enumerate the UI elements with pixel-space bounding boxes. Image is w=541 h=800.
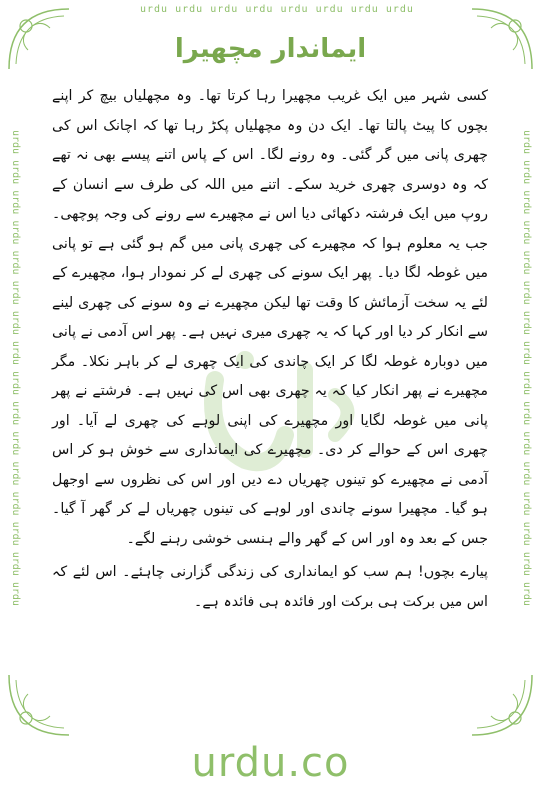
- border-text: urdu: [10, 551, 21, 576]
- border-text: urdu: [385, 4, 414, 15]
- border-text: urdu: [521, 371, 532, 396]
- border-text: urdu: [175, 4, 204, 15]
- border-text: urdu: [10, 521, 21, 546]
- story-title: ایماندار مچھیرا: [174, 34, 367, 64]
- site-logo-footer: urdu.co: [191, 740, 350, 786]
- border-text: urdu: [521, 401, 532, 426]
- border-text: urdu: [10, 280, 21, 305]
- border-text: urdu: [10, 340, 21, 365]
- border-pattern-top: [140, 4, 414, 20]
- border-text: urdu: [10, 371, 21, 396]
- border-text: urdu: [10, 461, 21, 486]
- border-text: urdu: [10, 581, 21, 606]
- story-paragraph: کسی شہر میں ایک غریب مچھیرا رہا کرتا تھا۔ وہ مچھلیاں بیچ کر اپنے بچوں کا پیٹ پالتا تھا۔ ایک دن وہ مچھلیاں پکڑ رہا تھا کہ اچانک اس کی چھری پانی میں گر گئی۔ وہ رونے لگا۔ اس کے پاس اتنے پیسے بھی نہ تھے کہ وہ دوسری چھری خرید سکے۔ اتنے میں اللہ کی طرف سے انسان کے روپ میں ایک فرشتہ دکھائی دیا اس نے مچھیرے سے رونے کی وجہ پوچھی۔ جب یہ معلوم ہوا کہ مچھیرے کی چھری پانی میں گم ہو گئی ہے تو پانی میں غوطہ لگا دیا۔ پھر ایک سونے کی چھری لے کر نمودار ہوا، مچھیرے کے لئے یہ سخت آزمائش کا وقت تھا لیکن مچھیرے نے وہ سونے کی چھری لینے سے انکار کر دیا اور کہا کہ یہ چھری میری نہیں ہے۔ پھر اس آدمی نے پانی میں دوبارہ غوطہ لگا کر ایک چاندی کی ایک چھری لے کر باہر نکلا۔ مگر مچھیرے نے پھر انکار کیا کہ یہ چھری بھی اس کی نہیں ہے۔ فرشتے نے پھر پانی میں غوطہ لگایا اور مچھیرے کی اپنی لوہے کی چھری لے آیا۔ اور چھری اس کے حوالے کر دی۔ مچھیرے کی ایمانداری سے خوش ہو کر اس آدمی نے مچھیرے کو تینوں چھریاں دے دیں اور اس کی نظروں سے اوجھل ہو گیا۔ مچھیرا سونے چاندی اور لوہے کی تینوں چھریاں لے کر گھر آ گیا۔ جس کے بعد وہ اور اس کے گھر والے ہنسی خوشی رہنے لگے۔: [52, 88, 488, 547]
- border-text: urdu: [521, 250, 532, 275]
- border-text: urdu: [315, 4, 344, 15]
- border-text: urdu: [140, 4, 169, 15]
- border-text: urdu: [10, 310, 21, 335]
- border-text: urdu: [521, 551, 532, 576]
- border-text: urdu: [521, 581, 532, 606]
- border-text: urdu: [10, 401, 21, 426]
- border-text: urdu: [521, 220, 532, 245]
- border-text: urdu: [521, 461, 532, 486]
- border-text: urdu: [521, 431, 532, 456]
- border-text: urdu: [521, 160, 532, 185]
- border-text: urdu: [521, 521, 532, 546]
- corner-ornament-bottom-right: [457, 670, 537, 740]
- border-text: urdu: [521, 190, 532, 215]
- border-pattern-right: [519, 130, 533, 630]
- border-text: urdu: [280, 4, 309, 15]
- border-text: urdu: [245, 4, 274, 15]
- border-text: urdu: [521, 491, 532, 516]
- border-text: urdu: [10, 431, 21, 456]
- moral-paragraph: پیارے بچوں! ہم سب کو ایمانداری کی زندگی گزارنی چاہئے۔ اس لئے کہ اس میں برکت ہی برکت اور فائدہ ہی فائدہ ہے۔: [52, 564, 488, 610]
- border-text: urdu: [10, 190, 21, 215]
- border-text: urdu: [350, 4, 379, 15]
- border-text: urdu: [210, 4, 239, 15]
- border-text: urdu: [10, 491, 21, 516]
- border-text: urdu: [521, 130, 532, 155]
- border-text: urdu: [10, 130, 21, 155]
- border-pattern-left: [8, 130, 22, 630]
- corner-ornament-bottom-left: [4, 670, 84, 740]
- border-text: urdu: [10, 160, 21, 185]
- border-text: urdu: [521, 340, 532, 365]
- border-text: urdu: [10, 220, 21, 245]
- border-text: urdu: [10, 250, 21, 275]
- border-text: urdu: [521, 280, 532, 305]
- border-text: urdu: [521, 310, 532, 335]
- story-body: [52, 82, 488, 621]
